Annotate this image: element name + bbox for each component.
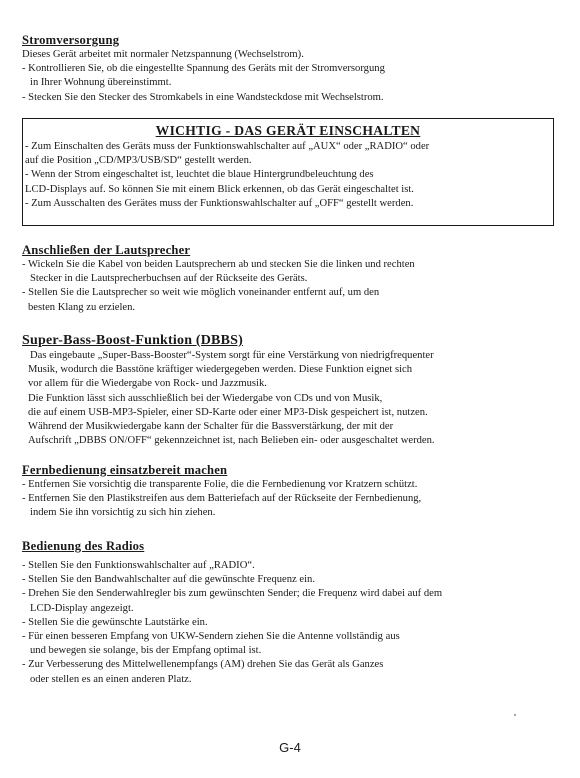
body-line: - Wenn der Strom eingeschaltet ist, leuchtet die blaue Hintergrundbeleuchtung des	[25, 169, 374, 181]
body-line: - Stellen Sie den Funktionswahlschalter auf „RADIO“.	[22, 560, 255, 571]
body-line: Die Funktion lässt sich ausschließlich bei der Wiedergabe von CDs und von Musik,	[28, 392, 383, 404]
section-title-stromversorgung: Stromversorgung	[22, 33, 120, 47]
body-line: auf die Position „CD/MP3/USB/SD“ gestellt werden.	[25, 155, 252, 167]
body-line: in Ihrer Wohnung übereinstimmt.	[30, 77, 172, 89]
body-line: - Stellen Sie die gewünschte Lautstärke ein.	[22, 616, 208, 628]
body-line: besten Klang zu erzielen.	[28, 301, 136, 313]
body-line: - Zum Ausschalten des Gerätes muss der Funktionswahlschalter auf „OFF“ gestellt werden.	[25, 197, 414, 209]
body-line: - Entfernen Sie den Plastikstreifen aus dem Batteriefach auf der Rückseite der Fernbedienung,	[22, 493, 422, 505]
body-line: - Entfernen Sie vorsichtig die transparente Folie, die die Fernbedienung vor Kratzern schützt.	[22, 479, 418, 490]
section-title-radio: Bedienung des Radios	[22, 539, 145, 553]
section-dbbs	[22, 332, 560, 448]
body-line: Das eingebaute „Super-Bass-Booster“-System sorgt für eine Verstärkung von niedrigfrequenter	[30, 350, 434, 361]
body-line: - Zur Verbesserung des Mittelwellenempfangs (AM) drehen Sie das Gerät als Ganzes	[22, 659, 384, 671]
body-line: - Drehen Sie den Senderwahlregler bis zum gewünschten Sender; die Frequenz wird dabei auf dem	[22, 588, 443, 600]
body-line: - Zum Einschalten des Geräts muss der Funktionswahlschalter auf „AUX“ oder „RADIO“ oder	[25, 141, 430, 152]
body-line: - Kontrollieren Sie, ob die eingestellte Spannung des Geräts mit der Stromversorgung	[22, 63, 385, 75]
important-box	[22, 118, 554, 226]
section-title-lautsprecher: Anschließen der Lautsprecher	[22, 243, 191, 257]
section-fernbedienung	[22, 463, 560, 521]
page-number: G-4	[279, 740, 301, 755]
body-line: - Wickeln Sie die Kabel von beiden Lautsprechern ab und stecken Sie die linken und rechten	[22, 259, 415, 270]
body-line: vor allem für die Wiedergabe von Rock- und Jazzmusik.	[28, 378, 267, 390]
body-line: - Stecken Sie den Stecker des Stromkabels in eine Wandsteckdose mit Wechselstrom.	[22, 91, 384, 103]
body-line: - Stellen Sie die Lautsprecher so weit wie möglich voneinander entfernt auf, um den	[22, 287, 380, 299]
body-line: die auf einem USB-MP3-Spieler, einer SD-Karte oder einer MP3-Disk gespeichert ist, nutzen.	[28, 406, 428, 418]
section-title-fernbedienung: Fernbedienung einsatzbereit machen	[22, 463, 228, 477]
body-line: oder stellen es an einen anderen Platz.	[30, 673, 192, 685]
body-line: indem Sie ihn vorsichtig zu sich hin ziehen.	[30, 507, 216, 519]
body-line: und bewegen sie solange, bis der Empfang optimal ist.	[30, 645, 262, 657]
body-line: - Für einen besseren Empfang von UKW-Sendern ziehen Sie die Antenne vollständig aus	[22, 631, 400, 643]
section-title-dbbs: Super-Bass-Boost-Funktion (DBBS)	[22, 333, 243, 348]
body-line: Stecker in die Lautsprecherbuchsen auf der Rückseite des Geräts.	[30, 273, 308, 285]
body-line: LCD-Display angezeigt.	[30, 602, 134, 614]
section-stromversorgung	[22, 33, 560, 105]
body-line: Musik, wodurch die Basstöne kräftiger wiedergegeben werden. Diese Funktion eignet sich	[28, 364, 413, 376]
section-lautsprecher	[22, 243, 560, 315]
section-radio	[22, 539, 560, 687]
body-line: Während der Musikwiedergabe kann der Schalter für die Bassverstärkung, der mit der	[28, 421, 394, 433]
body-line: Dieses Gerät arbeitet mit normaler Netzspannung (Wechselstrom).	[22, 49, 304, 60]
speck-mark	[514, 714, 516, 716]
body-line: LCD-Displays auf. So können Sie mit einem Blick erkennen, ob das Gerät eingeschaltet ist.	[25, 183, 414, 195]
body-line: Aufschrift „DBBS ON/OFF“ gekennzeichnet ist, nach Belieben ein- oder ausgeschaltet werden.	[28, 435, 435, 447]
important-box-title: WICHTIG - DAS GERÄT EINSCHALTEN	[155, 123, 421, 138]
body-line: - Stellen Sie den Bandwahlschalter auf die gewünschte Frequenz ein.	[22, 574, 315, 586]
